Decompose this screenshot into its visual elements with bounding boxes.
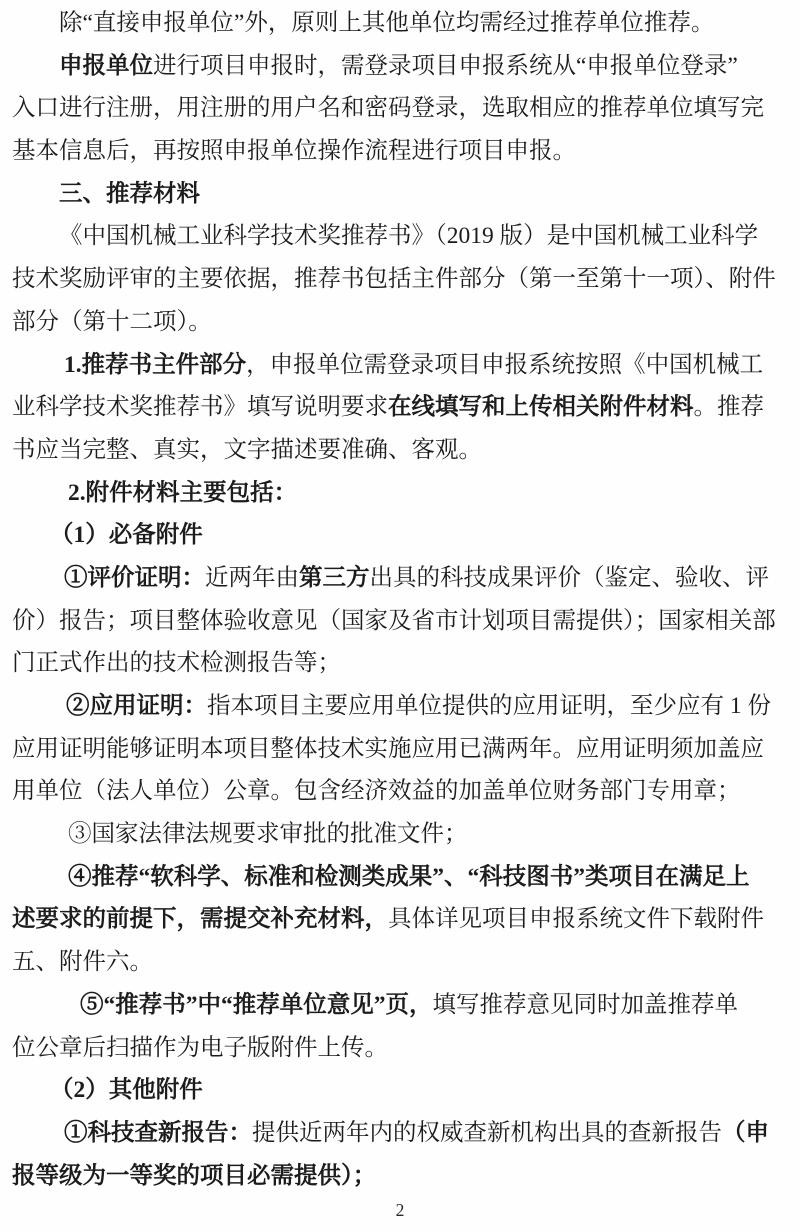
text-segment: 1.推荐书主件部分 bbox=[64, 351, 247, 378]
text-segment: 入口进行注册，用注册的用户名和密码登录，选取相应的推荐单位填写完 bbox=[12, 95, 764, 122]
text-line bbox=[12, 642, 778, 685]
text-segment: 2.附件材料主要包括： bbox=[68, 479, 298, 506]
text-line bbox=[12, 429, 778, 472]
text-segment: 述要求的前提下，需提交补充材料， bbox=[12, 906, 388, 933]
text-line bbox=[12, 514, 778, 557]
text-line bbox=[12, 728, 778, 771]
text-line bbox=[12, 386, 778, 429]
text-segment: 门正式作出的技术检测报告等； bbox=[12, 650, 341, 677]
text-segment: 三、推荐材料 bbox=[59, 180, 200, 207]
text-line bbox=[12, 941, 778, 984]
text-segment: 申报单位 bbox=[59, 52, 153, 79]
text-segment: 提供近两年内的权威查新机构出具的查新报告 bbox=[252, 1119, 722, 1146]
text-line bbox=[12, 1069, 778, 1112]
text-segment: ①科技查新报告： bbox=[64, 1119, 252, 1146]
text-segment: ④推荐“软科学、标准和检测类成果”、“科技图书”类项目在满足上 bbox=[68, 863, 750, 890]
text-segment: 除“直接申报单位”外，原则上其他单位均需经过推荐单位推荐。 bbox=[59, 10, 715, 36]
text-line bbox=[12, 130, 778, 173]
text-segment: ⑤“推荐书”中“推荐单位意见”页， bbox=[80, 991, 433, 1018]
text-segment: （2）其他附件 bbox=[50, 1077, 203, 1104]
text-line bbox=[12, 258, 778, 301]
text-segment: 价）报告；项目整体验收意见（国家及省市计划项目需提供）；国家相关部 bbox=[12, 607, 776, 634]
page-number: 2 bbox=[395, 1200, 405, 1220]
text-segment: 。推荐 bbox=[693, 394, 764, 421]
text-segment: 《中国机械工业科学技术奖推荐书》（2019 版）是中国机械工业科学 bbox=[59, 223, 759, 250]
text-line bbox=[12, 898, 778, 941]
text-line bbox=[12, 813, 778, 856]
text-line bbox=[12, 856, 778, 899]
text-line bbox=[12, 2, 778, 45]
text-segment: 基本信息后，再按照申报单位操作流程进行项目申报。 bbox=[12, 138, 576, 165]
text-line bbox=[12, 770, 778, 813]
text-segment: 在线填写和上传相关附件材料 bbox=[388, 394, 694, 421]
text-segment: ②应用证明： bbox=[66, 693, 207, 719]
text-segment: 进行项目申报时，需登录项目申报系统从“申报单位登录” bbox=[153, 52, 738, 79]
text-line bbox=[12, 557, 778, 600]
text-line bbox=[12, 685, 778, 728]
text-line bbox=[12, 344, 778, 387]
text-segment: 报等级为一等奖的项目必需提供）； bbox=[12, 1162, 377, 1189]
text-line bbox=[12, 1155, 778, 1198]
text-segment: 书应当完整、真实，文字描述要准确、客观。 bbox=[12, 436, 482, 463]
text-segment: 技术奖励评审的主要依据，推荐书包括主件部分（第一至第十一项）、附件 bbox=[12, 266, 776, 293]
text-line bbox=[12, 472, 778, 515]
document-body bbox=[12, 2, 778, 1197]
text-line bbox=[12, 87, 778, 130]
text-segment: 用单位（法人单位）公章。包含经济效益的加盖单位财务部门专用章； bbox=[12, 778, 741, 805]
text-line bbox=[12, 45, 778, 88]
text-segment: ，申报单位需登录项目申报系统按照《中国机械工 bbox=[246, 351, 764, 378]
text-line bbox=[12, 984, 778, 1027]
text-segment: 近两年由 bbox=[205, 564, 299, 591]
text-segment: 业科学技术奖推荐书》填写说明要求 bbox=[12, 394, 388, 421]
text-segment: ③国家法律法规要求审批的批准文件； bbox=[68, 821, 468, 848]
text-segment: 第三方 bbox=[299, 564, 370, 591]
text-line bbox=[12, 215, 778, 258]
text-segment: 具体详见项目申报系统文件下载附件 bbox=[388, 906, 764, 933]
text-segment: （1）必备附件 bbox=[50, 522, 203, 549]
text-segment: （申 bbox=[722, 1119, 769, 1146]
text-segment: 填写推荐意见同时加盖推荐单 bbox=[432, 991, 738, 1018]
text-line bbox=[12, 1112, 778, 1155]
text-segment: 部分（第十二项）。 bbox=[12, 308, 212, 335]
text-line bbox=[12, 301, 778, 344]
text-line bbox=[12, 600, 778, 643]
text-line bbox=[12, 1027, 778, 1070]
text-segment: 指本项目主要应用单位提供的应用证明，至少应有 1 份 bbox=[207, 693, 771, 719]
text-segment: 出具的科技成果评价（鉴定、验收、评 bbox=[369, 564, 769, 591]
text-segment: ①评价证明： bbox=[64, 564, 205, 591]
text-segment: 应用证明能够证明本项目整体技术实施应用已满两年。应用证明须加盖应 bbox=[12, 735, 764, 762]
text-segment: 五、附件六。 bbox=[12, 949, 153, 976]
text-segment: 位公章后扫描作为电子版附件上传。 bbox=[12, 1034, 388, 1061]
text-line bbox=[12, 173, 778, 216]
